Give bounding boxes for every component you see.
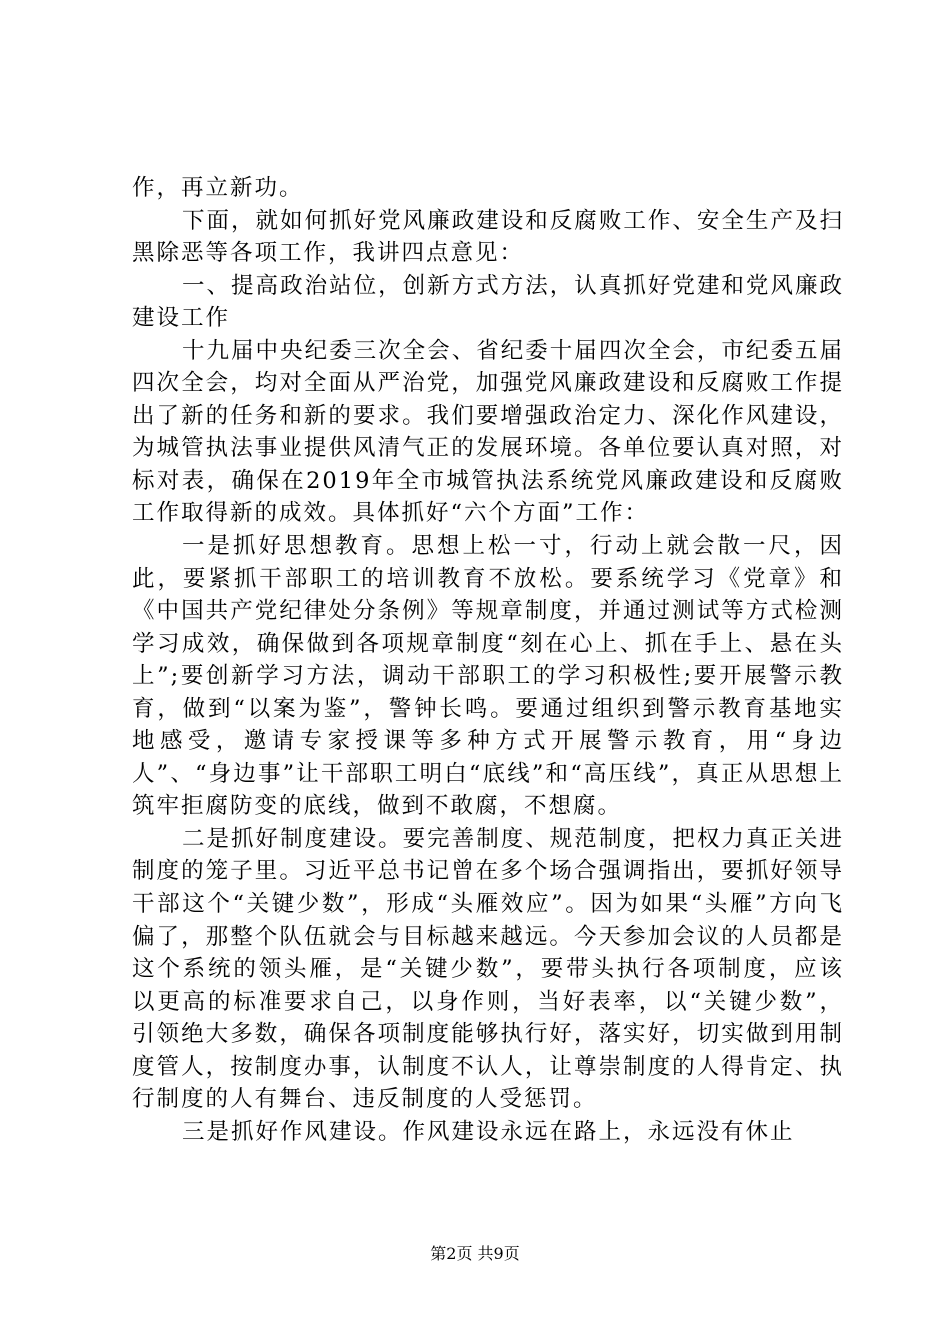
paragraph-3: 十九届中央纪委三次全会、省纪委十届四次全会，市纪委五届四次全会，均对全面从严治党，加强党风廉政建设和反腐败工作提出了新的任务和新的要求。我们要增强政治定力、深化作风建设，为城管执法事业提供风清气正的发展环境。各单位要认真对照，对标对表，确保在2019年全市城管执法系统党风廉政建设和反腐败工作取得新的成效。具体抓好“六个方面”工作： <box>132 337 844 527</box>
paragraph-5: 二是抓好制度建设。要完善制度、规范制度，把权力真正关进制度的笼子里。习近平总书记曾在多个场合强调指出，要抓好领导干部这个“关键少数”，形成“头雁效应”。因为如果“头雁”方向飞偏了，那整个队伍就会与目标越来越远。今天参加会议的人员都是这个系统的领头雁，是“关键少数”，要带头执行各项制度，应该以更高的标准要求自己，以身作则，当好表率，以“关键少数”，引领绝大多数，确保各项制度能够执行好，落实好，切实做到用制度管人，按制度办事，认制度不认人，让尊崇制度的人得肯定、执行制度的人有舞台、违反制度的人受惩罚。 <box>132 825 844 1113</box>
paragraph-4: 一是抓好思想教育。思想上松一寸，行动上就会散一尺，因此，要紧抓干部职工的培训教育不放松。要系统学习《党章》和《中国共产党纪律处分条例》等规章制度，并通过测试等方式检测学习成效，确保做到各项规章制度“刻在心上、抓在手上、悬在头上”;要创新学习方法，调动干部职工的学习积极性;要开展警示教育，做到“以案为鉴”，警钟长鸣。要通过组织到警示教育基地实地感受，邀请专家授课等多种方式开展警示教育，用“身边人”、“身边事”让干部职工明白“底线”和“高压线”，真正从思想上筑牢拒腐防变的底线，做到不敢腐，不想腐。 <box>132 533 844 820</box>
paragraph-6: 三是抓好作风建设。作风建设永远在路上，永远没有休止 <box>182 1118 795 1145</box>
page-number-footer: 第2页 共9页 <box>430 1244 520 1263</box>
document-body <box>132 172 844 1148</box>
section-heading-1: 一、提高政治站位，创新方式方法，认真抓好党建和党风廉政建设工作 <box>132 272 844 332</box>
paragraph-2: 下面，就如何抓好党风廉政建设和反腐败工作、安全生产及扫黑除恶等各项工作，我讲四点意见： <box>132 207 844 267</box>
paragraph-1: 作，再立新功。 <box>132 175 304 201</box>
